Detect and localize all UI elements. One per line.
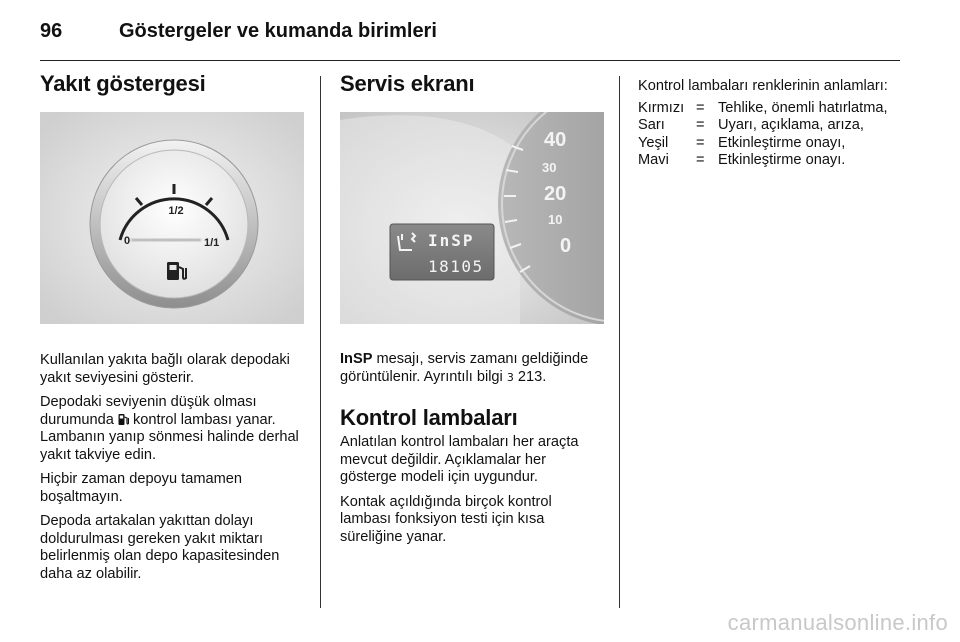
equals-sign: = bbox=[696, 134, 705, 151]
lamp-colors-section bbox=[638, 78, 900, 170]
fuel-paragraph-2 bbox=[40, 394, 306, 464]
control-lamps-paragraph-1: Anlatılan kontrol lambaları her araçta mevcut değildir. Açıklamalar her gösterge modeli için uygundur. bbox=[340, 434, 579, 485]
watermark: carmanualsonline.info bbox=[727, 610, 948, 635]
equals-sign: = bbox=[696, 99, 705, 116]
fuel-warning-lamp-icon bbox=[118, 413, 129, 426]
color-meaning: Tehlike, önemli hatırlatma, bbox=[718, 99, 888, 116]
color-name: Mavi bbox=[638, 152, 669, 168]
gauge-label-half: 1/2 bbox=[168, 205, 184, 217]
gauge-label-full: 1/1 bbox=[204, 237, 220, 249]
fuel-paragraph-4: Depoda artakalan yakıttan dolayı doldurulması gereken yakıt miktarı belirlenmiş olan depo kapasitesinden daha az olabilir. bbox=[40, 513, 280, 582]
table-row bbox=[638, 117, 888, 135]
equals-sign: = bbox=[696, 117, 705, 133]
fuel-paragraph-3: Hiçbir zaman depoyu tamamen boşaltmayın. bbox=[40, 471, 242, 505]
service-display-section bbox=[340, 70, 606, 553]
column-divider-2 bbox=[619, 76, 620, 608]
fuel-gauge-section bbox=[40, 70, 306, 590]
speedo-label-0: 0 bbox=[560, 235, 572, 257]
fuel-gauge-figure bbox=[40, 112, 304, 324]
page-reference-icon: 3 bbox=[506, 370, 514, 384]
page-reference-number: 213. bbox=[513, 368, 547, 385]
service-display-figure bbox=[340, 112, 604, 324]
service-message-text: mesajı, servis zamanı geldiğinde görüntülenir. Ayrıntılı bilgi bbox=[340, 351, 589, 385]
lamp-colors-table bbox=[638, 100, 888, 170]
page-title: Göstergeler ve kumanda birimleri bbox=[119, 20, 437, 42]
speedo-label-10: 10 bbox=[548, 212, 563, 227]
fuel-gauge-illustration bbox=[40, 112, 304, 324]
service-code: InSP bbox=[340, 351, 373, 367]
table-row bbox=[638, 100, 888, 118]
speedo-label-20: 20 bbox=[544, 183, 567, 205]
service-message-paragraph bbox=[340, 351, 606, 386]
color-name: Kırmızı bbox=[638, 99, 685, 116]
control-lamps-paragraph-2: Kontak açıldığında birçok kontrol lambası fonksiyon testi için kısa süreliğine yanar. bbox=[340, 493, 552, 545]
fuel-gauge-heading: Yakıt göstergesi bbox=[40, 71, 206, 96]
page-header bbox=[40, 18, 900, 62]
color-name: Yeşil bbox=[638, 134, 669, 151]
gauge-label-empty: 0 bbox=[124, 235, 131, 247]
equals-sign: = bbox=[696, 152, 705, 168]
column-divider-1 bbox=[320, 76, 321, 608]
color-name: Sarı bbox=[638, 117, 665, 133]
color-meaning: Etkinleştirme onayı. bbox=[718, 152, 846, 168]
fuel-paragraph-2-start: Depodaki seviyenin düşük olması durumunda bbox=[40, 394, 257, 428]
lcd-service-text: InSP bbox=[428, 231, 475, 250]
service-display-illustration bbox=[340, 112, 604, 324]
speedo-label-40: 40 bbox=[544, 129, 567, 151]
color-meaning: Uyarı, açıklama, arıza, bbox=[718, 117, 864, 133]
color-meaning: Etkinleştirme onayı, bbox=[718, 134, 846, 151]
lcd-odometer-value: 18105 bbox=[428, 257, 484, 276]
table-row bbox=[638, 135, 888, 153]
table-row bbox=[638, 152, 888, 170]
page-number: 96 bbox=[40, 20, 63, 42]
fuel-paragraph-1: Kullanılan yakıta bağlı olarak depodaki yakıt seviyesini gösterir. bbox=[40, 352, 290, 386]
speedo-label-30: 30 bbox=[542, 160, 557, 175]
fuel-paragraph-2-end: kontrol lambası yanar. Lambanın yanıp sönmesi halinde derhal yakıt takviye edin. bbox=[40, 411, 299, 463]
lamp-colors-intro: Kontrol lambaları renklerinin anlamları: bbox=[638, 78, 888, 94]
control-lamps-heading: Kontrol lambaları bbox=[340, 405, 518, 430]
service-display-heading: Servis ekranı bbox=[340, 71, 475, 96]
header-divider bbox=[40, 60, 900, 61]
